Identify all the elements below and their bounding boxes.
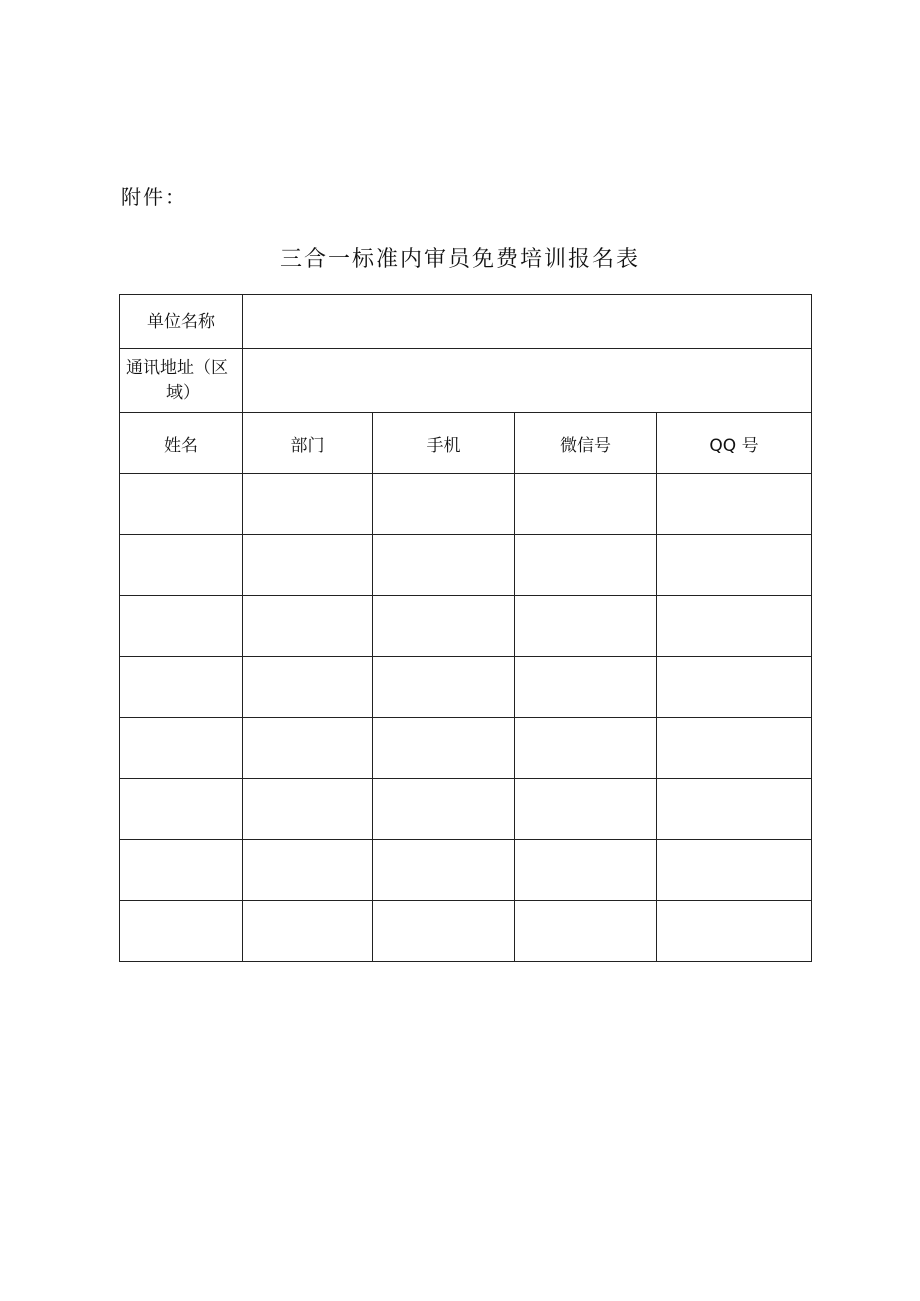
department-cell[interactable] xyxy=(243,474,373,535)
name-cell[interactable] xyxy=(120,840,243,901)
table-row xyxy=(120,840,812,901)
phone-cell[interactable] xyxy=(373,657,515,718)
attachment-label: 附件： xyxy=(121,185,187,209)
table-row xyxy=(120,718,812,779)
phone-cell[interactable] xyxy=(373,718,515,779)
wechat-cell[interactable] xyxy=(515,901,657,962)
wechat-cell[interactable] xyxy=(515,474,657,535)
department-cell[interactable] xyxy=(243,901,373,962)
column-header-name: 姓名 xyxy=(120,413,243,474)
department-cell[interactable] xyxy=(243,657,373,718)
address-field[interactable] xyxy=(243,349,812,413)
table-row xyxy=(120,657,812,718)
phone-cell[interactable] xyxy=(373,901,515,962)
wechat-cell[interactable] xyxy=(515,840,657,901)
name-cell[interactable] xyxy=(120,535,243,596)
address-label xyxy=(120,349,243,413)
table-row xyxy=(120,474,812,535)
qq-cell[interactable] xyxy=(657,901,812,962)
department-cell[interactable] xyxy=(243,779,373,840)
qq-cell[interactable] xyxy=(657,779,812,840)
qq-cell[interactable] xyxy=(657,840,812,901)
qq-cell[interactable] xyxy=(657,474,812,535)
column-header-phone: 手机 xyxy=(373,413,515,474)
address-label-line1: 通讯地址（区 xyxy=(126,357,228,378)
phone-cell[interactable] xyxy=(373,474,515,535)
wechat-cell[interactable] xyxy=(515,535,657,596)
department-cell[interactable] xyxy=(243,840,373,901)
table-header-row xyxy=(120,413,812,474)
address-label-line2: 域） xyxy=(166,382,200,403)
qq-cell[interactable] xyxy=(657,657,812,718)
registration-table xyxy=(119,294,812,962)
unit-name-label: 单位名称 xyxy=(120,295,243,349)
phone-cell[interactable] xyxy=(373,840,515,901)
phone-cell[interactable] xyxy=(373,779,515,840)
phone-cell[interactable] xyxy=(373,596,515,657)
name-cell[interactable] xyxy=(120,657,243,718)
wechat-cell[interactable] xyxy=(515,779,657,840)
address-row xyxy=(120,349,812,413)
table-row xyxy=(120,901,812,962)
name-cell[interactable] xyxy=(120,718,243,779)
table-row xyxy=(120,596,812,657)
name-cell[interactable] xyxy=(120,779,243,840)
page-title: 三合一标准内审员免费培训报名表 xyxy=(279,247,640,272)
column-header-qq: QQ 号 xyxy=(657,413,812,474)
name-cell[interactable] xyxy=(120,596,243,657)
department-cell[interactable] xyxy=(243,718,373,779)
phone-cell[interactable] xyxy=(373,535,515,596)
column-header-wechat: 微信号 xyxy=(515,413,657,474)
table-row xyxy=(120,779,812,840)
wechat-cell[interactable] xyxy=(515,718,657,779)
department-cell[interactable] xyxy=(243,596,373,657)
unit-name-field[interactable] xyxy=(243,295,812,349)
unit-name-row xyxy=(120,295,812,349)
wechat-cell[interactable] xyxy=(515,657,657,718)
name-cell[interactable] xyxy=(120,901,243,962)
name-cell[interactable] xyxy=(120,474,243,535)
qq-cell[interactable] xyxy=(657,535,812,596)
table-row xyxy=(120,535,812,596)
wechat-cell[interactable] xyxy=(515,596,657,657)
column-header-department: 部门 xyxy=(243,413,373,474)
department-cell[interactable] xyxy=(243,535,373,596)
qq-cell[interactable] xyxy=(657,596,812,657)
qq-cell[interactable] xyxy=(657,718,812,779)
